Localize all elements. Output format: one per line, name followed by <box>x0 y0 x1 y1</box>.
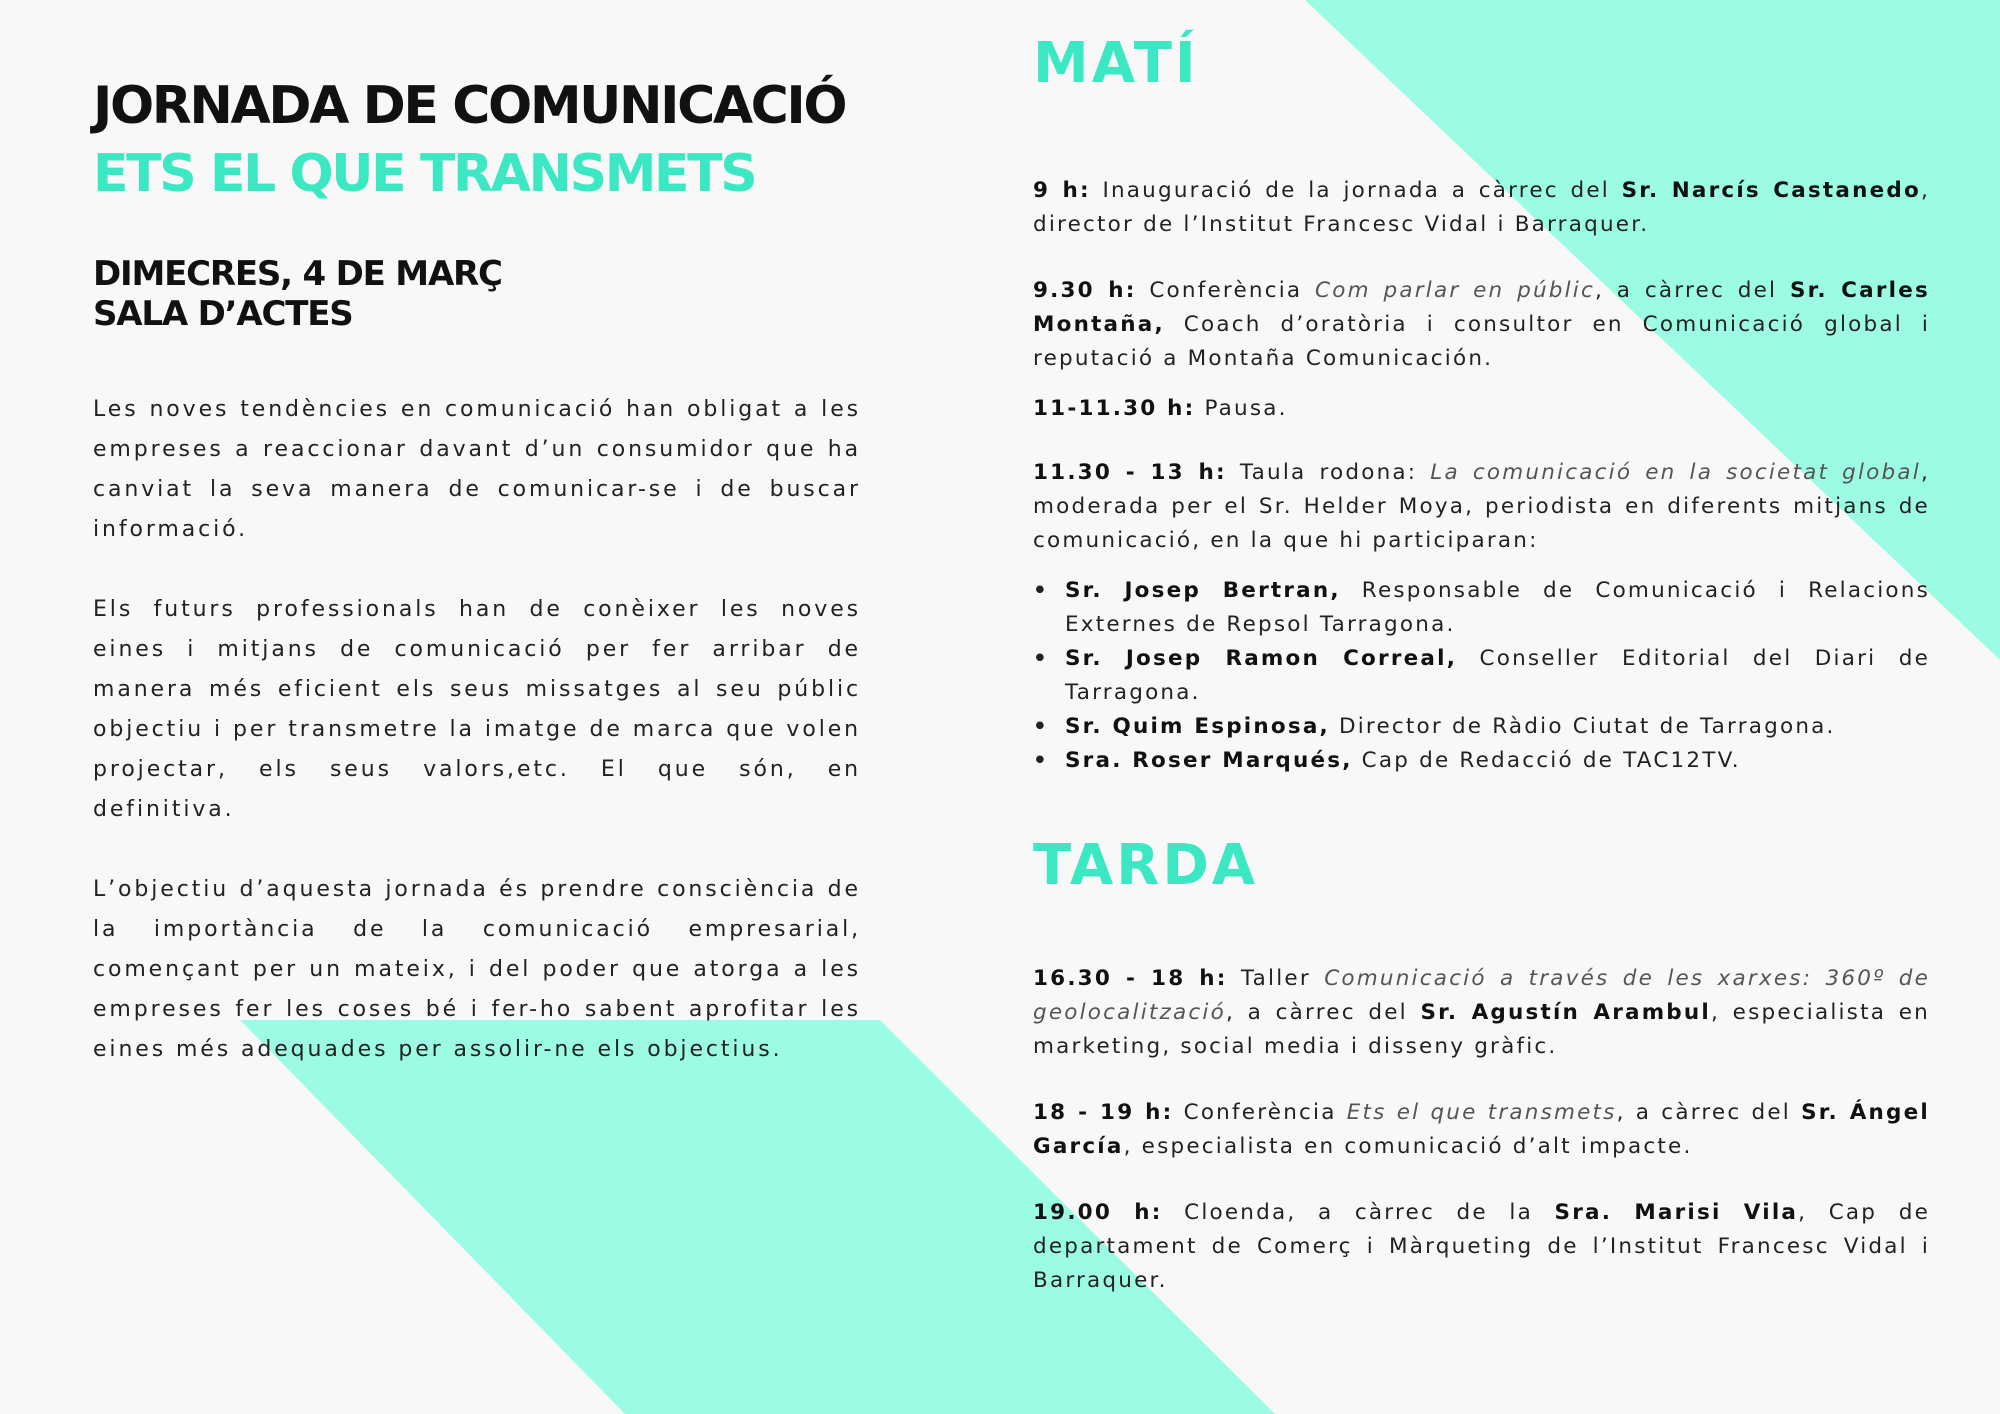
schedule-item: 9.30 h: Conferència Com parlar en públic, a càrrec del Sr. Carles Montaña, Coach d’oratòria i consultor en Comunicació global i reputació a Montaña Comunicación. <box>1033 278 1930 371</box>
schedule-item: 16.30 - 18 h: Taller Comunicació a través de les xarxes: 360º de geolocalització, a càrrec del Sr. Agustín Arambul, especialista en marketing, social media i disseny gràfic. <box>1033 966 1930 1059</box>
morning-schedule <box>1033 174 1930 778</box>
bullet-icon: • <box>1033 578 1049 603</box>
panelist-name: Sr. Quim Espinosa, <box>1065 714 1330 739</box>
speaker-name: Sr. Narcís Castanedo <box>1621 178 1921 203</box>
panelist-name: Sra. Roser Marqués, <box>1065 748 1353 773</box>
bullet-icon: • <box>1033 714 1049 739</box>
panelist-name: Sr. Josep Bertran, <box>1065 578 1341 603</box>
item-time: 11.30 - 13 h: <box>1033 460 1227 485</box>
list-item: • Sr. Josep Bertran, Responsable de Comunicació i Relacions Externes de Repsol Tarragona. <box>1033 574 1930 642</box>
list-item: • Sr. Josep Ramon Correal, Conseller Editorial del Diari de Tarragona. <box>1033 642 1930 710</box>
right-column <box>1033 26 1930 1298</box>
item-time: 11-11.30 h: <box>1033 396 1196 421</box>
schedule-item: 19.00 h: Cloenda, a càrrec de la Sra. Marisi Vila, Cap de departament de Comerç i Màrqueting de l’Institut Francesc Vidal i Barraquer. <box>1033 1200 1931 1293</box>
item-time: 16.30 - 18 h: <box>1033 966 1228 991</box>
item-time: 18 - 19 h: <box>1033 1100 1174 1125</box>
schedule-item: 9 h: Inauguració de la jornada a càrrec del Sr. Narcís Castanedo, director de l’Institut Francesc Vidal i Barraquer. <box>1033 178 1930 237</box>
schedule-item: 11-11.30 h: Pausa. <box>1033 396 1288 421</box>
item-time: 9 h: <box>1033 178 1091 203</box>
event-details <box>93 254 861 334</box>
bullet-icon: • <box>1033 748 1049 773</box>
speaker-name: Sra. Marisi Vila <box>1554 1200 1799 1225</box>
intro-paragraph: Els futurs professionals han de conèixer les noves eines i mitjans de comunicació per fer arribar de manera més eficient els seus missatges al seu públic objectiu i per transmetre la imatge de marca que volen projectar, els seus valors,etc. El que són, en definitiva. <box>93 597 861 822</box>
schedule-item: 18 - 19 h: Conferència Ets el que transmets, a càrrec del Sr. Ángel García, especialista en comunicació d’alt impacte. <box>1033 1100 1930 1159</box>
speaker-name: Sr. Agustín Arambul <box>1420 1000 1711 1025</box>
speaker-name: Sr. Ángel García <box>1033 1100 1930 1159</box>
list-item: • Sra. Roser Marqués, Cap de Redacció de TAC12TV. <box>1033 744 1930 778</box>
talk-title: La comunicació en la societat global <box>1430 460 1921 485</box>
talk-title: Comunicació a través de les xarxes: 360º de geolocalització <box>1033 966 1930 1025</box>
schedule-item: 11.30 - 13 h: Taula rodona: La comunicació en la societat global, moderada per el Sr. Helder Moya, periodista en diferents mitjans de comunicació, en la que hi participaran: <box>1033 460 1930 553</box>
morning-section-title: MATÍ <box>1033 31 1199 96</box>
item-time: 9.30 h: <box>1033 278 1137 303</box>
panel-list <box>1033 574 1930 778</box>
list-item: • Sr. Quim Espinosa, Director de Ràdio Ciutat de Tarragona. <box>1033 710 1930 744</box>
event-venue: SALA D’ACTES <box>93 294 353 334</box>
talk-title: Ets el que transmets <box>1346 1100 1617 1125</box>
talk-title: Com parlar en públic <box>1315 278 1595 303</box>
event-title: JORNADA DE COMUNICACIÓ <box>93 76 846 136</box>
speaker-name: Sr. Carles Montaña, <box>1033 278 1930 337</box>
intro-paragraph: L’objectiu d’aquesta jornada és prendre consciència de la importància de la comunicació empresarial, començant per un mateix, i del poder que atorga a les empreses fer les coses bé i fer-ho sabent aprofitar les eines més adequades per assolir-ne els objectius. <box>93 877 861 1062</box>
intro-paragraph: Les noves tendències en comunicació han obligat a les empreses a reaccionar davant d’un consumidor que ha canviat la seva manera de comunicar-se i de buscar informació. <box>93 397 861 542</box>
event-subtitle: ETS EL QUE TRANSMETS <box>93 144 756 204</box>
panelist-name: Sr. Josep Ramon Correal, <box>1065 646 1458 671</box>
afternoon-section-title: TARDA <box>1033 833 1259 898</box>
bullet-icon: • <box>1033 646 1049 671</box>
afternoon-schedule <box>1033 962 1930 1298</box>
item-time: 19.00 h: <box>1033 1200 1163 1225</box>
intro-text <box>93 390 861 1070</box>
event-date: DIMECRES, 4 DE MARÇ <box>93 254 502 294</box>
left-column <box>93 72 861 1110</box>
